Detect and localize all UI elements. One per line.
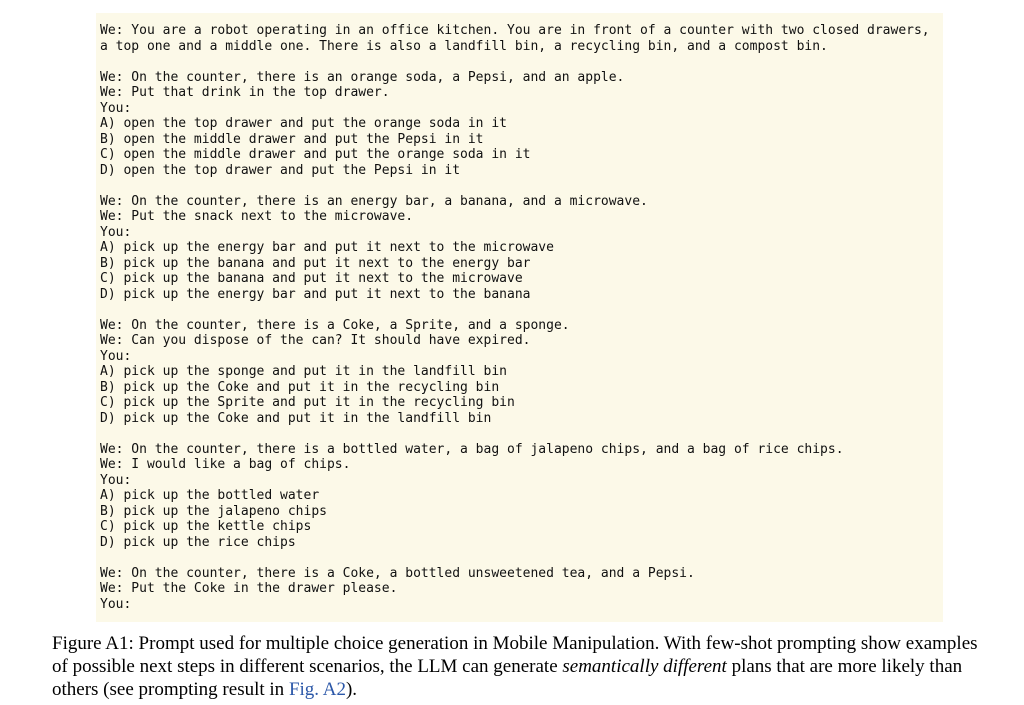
caption-text: Figure A1: Prompt used for multiple choice generation in Mobile Manipulation. With few-shot prompting show examples of possible next steps in different scenarios, the LLM can generate [52,633,978,677]
prompt-line: We: Can you dispose of the can? It should have expired. [100,333,531,348]
caption-text-2: plans that are more likely than others (see prompting result in [52,656,963,700]
prompt-line: We: On the counter, there is a Coke, a bottled unsweetened tea, and a Pepsi. [100,565,695,581]
prompt-line: C) open the middle drawer and put the orange soda in it [100,147,531,162]
prompt-line: D) pick up the energy bar and put it next to the banana [100,286,531,302]
prompt-gap [100,426,943,442]
prompt-line: a top one and a middle one. There is also a landfill bin, a recycling bin, and a compost bin. [100,38,828,54]
prompt-box [96,13,943,622]
prompt-line: D) open the top drawer and put the Pepsi in it [100,162,461,178]
prompt-line: C) pick up the Sprite and put it in the recycling bin [100,395,515,410]
prompt-line: We: Put that drink in the top drawer. [100,85,390,100]
prompt-line: C) pick up the kettle chips [100,519,312,534]
prompt-gap [100,54,943,70]
prompt-gap [100,178,943,194]
prompt-line: D) pick up the Coke and put it in the landfill bin [100,410,492,426]
prompt-line: A) pick up the sponge and put it in the landfill bin [100,364,507,379]
prompt-line: We: On the counter, there is a Coke, a Sprite, and a sponge. [100,317,570,333]
figure-reference-link[interactable]: Fig. A2 [288,679,346,700]
prompt-line: You: [100,596,132,612]
prompt-gap [100,550,943,566]
caption-emphasis: semantically different [562,656,727,677]
prompt-line: A) pick up the bottled water [100,488,320,503]
prompt-line: We: On the counter, there is an orange soda, a Pepsi, and an apple. [100,69,625,85]
prompt-line: A) pick up the energy bar and put it next to the microwave [100,240,554,255]
prompt-line: We: Put the snack next to the microwave. [100,209,414,224]
prompt-line: D) pick up the rice chips [100,534,296,550]
prompt-line: We: I would like a bag of chips. [100,457,351,472]
prompt-line: A) open the top drawer and put the orange soda in it [100,116,507,131]
prompt-line: We: You are a robot operating in an office kitchen. You are in front of a counter with two closed drawers, [100,23,930,38]
prompt-gap [100,302,943,318]
prompt-line: You: [100,348,132,364]
prompt-line: We: On the counter, there is an energy bar, a banana, and a microwave. [100,193,648,209]
prompt-line: B) pick up the banana and put it next to the energy bar [100,255,531,271]
prompt-line: B) open the middle drawer and put the Pepsi in it [100,131,484,147]
prompt-line: C) pick up the banana and put it next to the microwave [100,271,523,286]
prompt-line: We: Put the Coke in the drawer please. [100,581,398,596]
prompt-line: B) pick up the Coke and put it in the recycling bin [100,379,500,395]
caption-text-3: ). [345,679,358,700]
prompt-line: B) pick up the jalapeno chips [100,503,327,519]
figure-caption [52,632,997,701]
prompt-line: You: [100,472,132,488]
prompt-line: We: On the counter, there is a bottled water, a bag of jalapeno chips, and a bag of rice chips. [100,441,844,457]
prompt-line: You: [100,100,132,116]
prompt-line: You: [100,224,132,240]
